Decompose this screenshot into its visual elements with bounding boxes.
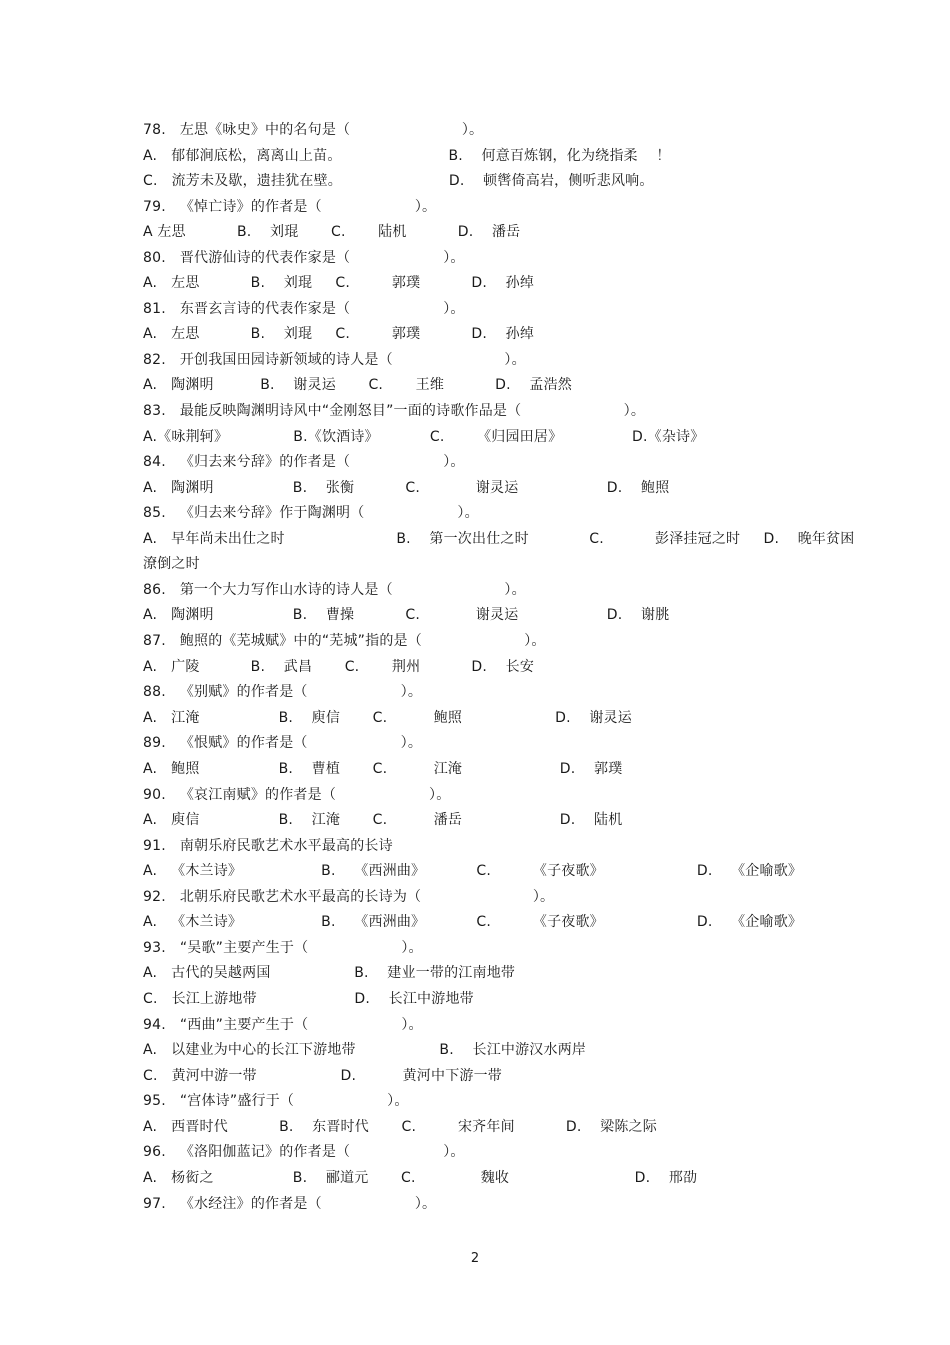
- options-92: A. 《木兰诗》 B. 《西洲曲》 C. 《子夜歌》 D. 《企喻歌》: [143, 914, 803, 930]
- question-92: 92. 北朝乐府民歌艺术水平最高的长诗为（ ）。: [143, 889, 555, 905]
- options-82: A. 陶渊明 B. 谢灵运 C. 王维 D. 孟浩然: [143, 377, 573, 393]
- question-90: 90. 《哀江南赋》的作者是（ ）。: [143, 787, 451, 803]
- options-88: A. 江淹 B. 庾信 C. 鲍照 D. 谢灵运: [143, 710, 632, 726]
- question-86: 86. 第一个大力写作山水诗的诗人是（ ）。: [143, 582, 526, 598]
- options-84: A. 陶渊明 B. 张衡 C. 谢灵运 D. 鲍照: [143, 480, 670, 496]
- options-96: A. 杨衒之 B. 郦道元 C. 魏收 D. 邢劭: [143, 1170, 698, 1186]
- options-79: A 左思 B. 刘琨 C. 陆机 D. 潘岳: [143, 224, 521, 240]
- options-95: A. 西晋时代 B. 东晋时代 C. 宋齐年间 D. 梁陈之际: [143, 1119, 657, 1135]
- question-78: 78. 左思《咏史》中的名句是（ ）。: [143, 122, 484, 138]
- options-85: A. 早年尚未出仕之时 B. 第一次出仕之时 C. 彭泽挂冠之时 D. 晚年贫困: [143, 531, 855, 547]
- options-93-ab: A. 古代的吴越两国 B. 建业一带的江南地带: [143, 965, 516, 981]
- options-90: A. 庾信 B. 江淹 C. 潘岳 D. 陆机: [143, 812, 623, 828]
- question-97: 97. 《水经注》的作者是（ ）。: [143, 1196, 437, 1212]
- question-82: 82. 开创我国田园诗新领域的诗人是（ ）。: [143, 352, 526, 368]
- question-95: 95. “宫体诗”盛行于（ ）。: [143, 1093, 409, 1109]
- question-91: 91. 南朝乐府民歌艺术水平最高的长诗: [143, 838, 393, 854]
- options-85-continued: 潦倒之时: [143, 556, 200, 572]
- options-89: A. 鲍照 B. 曹植 C. 江淹 D. 郭璞: [143, 761, 623, 777]
- question-93: 93. “吴歌”主要产生于（ ）。: [143, 940, 423, 956]
- question-88: 88. 《别赋》的作者是（ ）。: [143, 684, 423, 700]
- question-94: 94. “西曲”主要产生于（ ）。: [143, 1017, 423, 1033]
- question-89: 89. 《恨赋》的作者是（ ）。: [143, 735, 423, 751]
- question-79: 79. 《悼亡诗》的作者是（ ）。: [143, 199, 437, 215]
- options-94-ab: A. 以建业为中心的长江下游地带 B. 长江中游汉水两岸: [143, 1042, 587, 1058]
- options-91: A. 《木兰诗》 B. 《西洲曲》 C. 《子夜歌》 D. 《企喻歌》: [143, 863, 803, 879]
- options-78-cd: C. 流芳未及歇，遗挂犹在壁。 D. 顿辔倚高岩，侧听悲风响。: [143, 173, 654, 189]
- page-number: 2: [470, 1251, 480, 1266]
- question-83: 83. 最能反映陶渊明诗风中“金刚怒目”一面的诗歌作品是（ ）。: [143, 403, 646, 419]
- options-93-cd: C. 长江上游地带 D. 长江中游地带: [143, 991, 474, 1007]
- options-94-cd: C. 黄河中游一带 D. 黄河中下游一带: [143, 1068, 503, 1084]
- options-80: A. 左思 B. 刘琨 C. 郭璞 D. 孙绰: [143, 275, 535, 291]
- options-83: A.《咏荆轲》 B.《饮酒诗》 C. 《归园田居》 D.《杂诗》: [143, 429, 705, 445]
- question-96: 96. 《洛阳伽蓝记》的作者是（ ）。: [143, 1144, 465, 1160]
- options-81: A. 左思 B. 刘琨 C. 郭璞 D. 孙绰: [143, 326, 535, 342]
- question-80: 80. 晋代游仙诗的代表作家是（ ）。: [143, 250, 465, 266]
- options-86: A. 陶渊明 B. 曹操 C. 谢灵运 D. 谢朓: [143, 607, 670, 623]
- question-87: 87. 鲍照的《芜城赋》中的“芜城”指的是（ ）。: [143, 633, 546, 649]
- question-84: 84. 《归去来兮辞》的作者是（ ）。: [143, 454, 465, 470]
- question-85: 85. 《归去来兮辞》作于陶渊明（ ）。: [143, 505, 479, 521]
- question-81: 81. 东晋玄言诗的代表作家是（ ）。: [143, 301, 465, 317]
- options-78-ab: A. 郁郁涧底松，离离山上苗。 B. 何意百炼钢，化为绕指柔 ！: [143, 148, 671, 164]
- options-87: A. 广陵 B. 武昌 C. 荆州 D. 长安: [143, 659, 535, 675]
